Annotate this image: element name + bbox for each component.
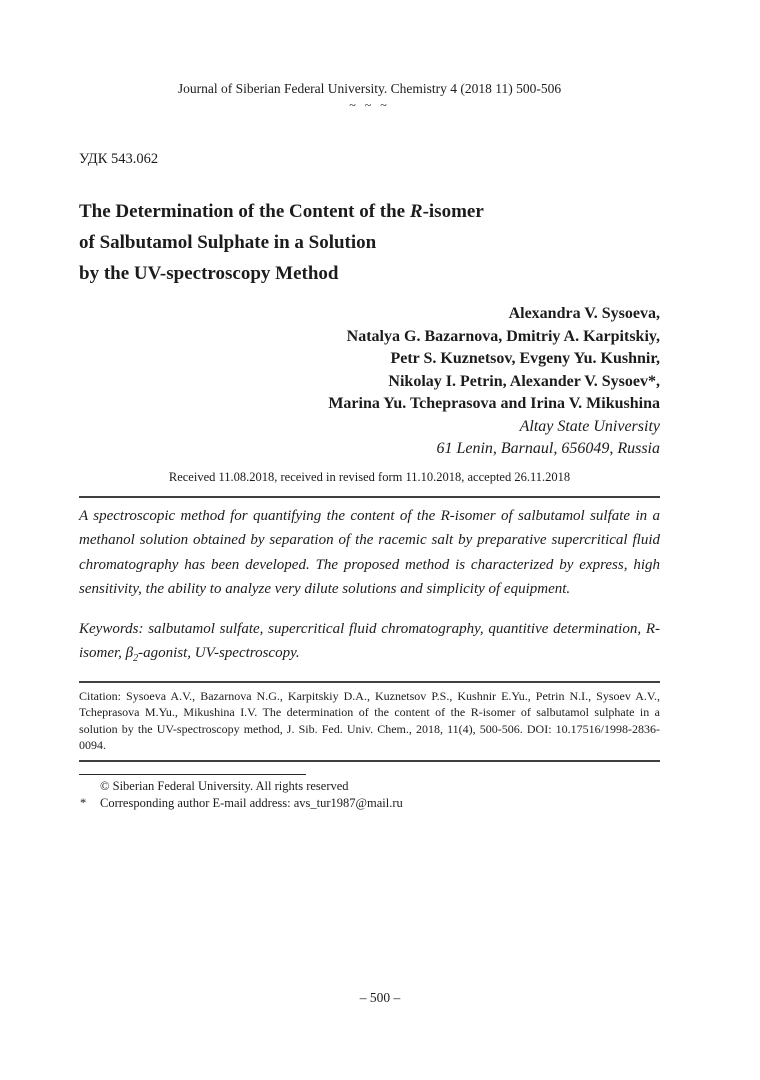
tilde-separator: ~ ~ ~ bbox=[349, 98, 390, 112]
footnote-asterisk: * bbox=[80, 795, 87, 810]
author-line: Nikolay I. Petrin, Alexander V. Sysoev*, bbox=[388, 372, 660, 390]
page-number: – 500 – bbox=[359, 990, 401, 1005]
keywords-beta-subscript: 2 bbox=[133, 653, 139, 664]
title-italic-r: R bbox=[409, 201, 423, 222]
corresponding-author-text: Corresponding author E-mail address: avs_tur1987@mail.ru bbox=[100, 795, 403, 810]
divider-above-abstract bbox=[79, 496, 660, 498]
keywords-post: -agonist, UV-spectroscopy. bbox=[138, 645, 300, 661]
title-line-2: of Salbutamol Sulphate in a Solution bbox=[79, 232, 377, 253]
received-dates-line: Received 11.08.2018, received in revised form 11.10.2018, accepted 26.11.2018 bbox=[168, 469, 571, 484]
copyright-line: © Siberian Federal University. All rights reserved bbox=[100, 778, 349, 793]
author-line: Petr S. Kuznetsov, Evgeny Yu. Kushnir, bbox=[390, 350, 660, 367]
journal-header-line: Journal of Siberian Federal University. Chemistry 4 (2018 11) 500-506 bbox=[177, 81, 562, 96]
title-line-1-pre: The Determination of the Content of the bbox=[79, 201, 410, 222]
divider-below-citation bbox=[79, 760, 660, 762]
udk-number: УДК 543.062 bbox=[79, 151, 159, 167]
citation-text: Citation: Sysoeva A.V., Bazarnova N.G., Karpitskiy D.A., Kuznetsov P.S., Kushnir E.Yu., Petrin N.I., Sysoev A.V., Tcheprasova M.Yu., Mikushina I.V. The determination of the content of the R-isomer of salbutamol sulphate in a solution by the UV-spectroscopy method, J. Sib. Fed. Univ. Chem., 2018, 11(4), 500-506. DOI: 10.17516/1998-2836-0094. bbox=[79, 688, 660, 752]
author-line: Natalya G. Bazarnova, Dmitriy A. Karpitskiy, bbox=[346, 327, 660, 345]
affiliation-block bbox=[79, 416, 660, 461]
affiliation-university: Altay State University bbox=[519, 417, 660, 435]
title-line-3: by the UV-spectroscopy Method bbox=[79, 263, 339, 284]
keywords-pre: Keywords: salbutamol sulfate, supercritical fluid chromatography, quantitive determination, R-isomer, β bbox=[79, 620, 660, 661]
affiliation-address: 61 Lenin, Barnaul, 656049, Russia bbox=[436, 440, 660, 457]
title-line-1 bbox=[79, 196, 660, 227]
title-line-1-post: -isomer bbox=[422, 201, 484, 222]
author-line: Alexandra V. Sysoeva, bbox=[508, 305, 660, 322]
keywords-text bbox=[79, 617, 660, 666]
article-title bbox=[79, 196, 660, 289]
author-line: Marina Yu. Tcheprasova and Irina V. Mikushina bbox=[328, 395, 660, 412]
footnote-divider bbox=[79, 774, 306, 775]
divider-above-citation bbox=[79, 681, 660, 683]
corresponding-author-line bbox=[79, 795, 660, 812]
footnote-block bbox=[79, 774, 660, 812]
abstract-text: A spectroscopic method for quantifying the content of the R-isomer of salbutamol sulfate in a methanol solution obtained by separation of the racemic salt by preparative supercritical fluid chromatography has been developed. The proposed method is characterized by express, high sensitivity, the ability to analyze very dilute solutions and simplicity of equipment. bbox=[79, 507, 660, 597]
authors-block bbox=[79, 303, 660, 416]
